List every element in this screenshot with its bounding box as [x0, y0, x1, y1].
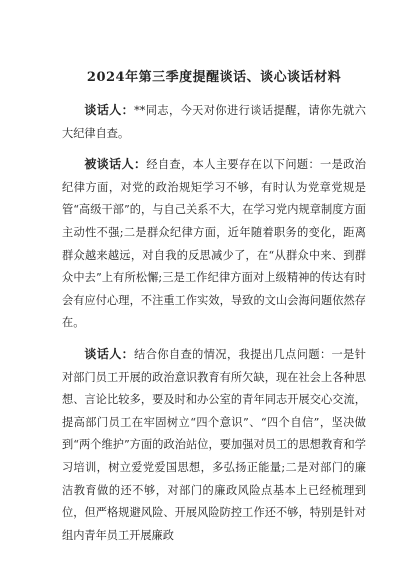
speaker-label: 谈话人： — [84, 103, 135, 117]
document-title: 2024年第三季度提醒谈话、谈心谈话材料 — [86, 70, 342, 85]
paragraph-interviewee — [62, 153, 366, 335]
paragraph-talker-2 — [62, 343, 366, 547]
paragraph-text: 结合你自查的情况，我提出几点问题：一是针对部门员工开展的政治意识教育有所欠缺，现在社会上各种思想、言论比较多，要及时和办公室的青年同志开展交心交流，提高部门员工在牢固树立“四个意识”、“四个自信”，坚决做到“两个维护”方面的政治站位，要加强对员工的思想教育和学习培训，树立爱党爱国思想，多弘扬正能量;二是对部门的廉洁教育做的还不够，对部门的廉政风险点基本上已经梳理到位，但严格规避风险、开展风险防控工作还不够，特别是针对组内青年员工开展廉政 — [62, 347, 366, 542]
paragraph-text: **同志，今天对你进行谈话提醒，请你先就六大纪律自查。 — [62, 104, 366, 140]
paragraph-text: 经自查，本人主要存在以下问题：一是政治纪律方面，对党的政治规矩学习不够，有时认为党章党规是管“高级干部”的，与自己关系不大，在学习党内规章制度方面主动性不强;二是群众纪律方面，近年随着职务的变化，距离群众越来越远，对自我的反思减少了，在“从群众中来、到群众中去”上有所松懈;三是工作纪律方面对上级精神的传达有时会有应付心理，不注重工作实效，导致的文山会海问题依然存在。 — [62, 158, 366, 330]
paragraph-talker-1 — [62, 99, 366, 145]
speaker-label: 谈话人： — [84, 346, 135, 361]
speaker-label: 被谈话人： — [84, 157, 147, 172]
